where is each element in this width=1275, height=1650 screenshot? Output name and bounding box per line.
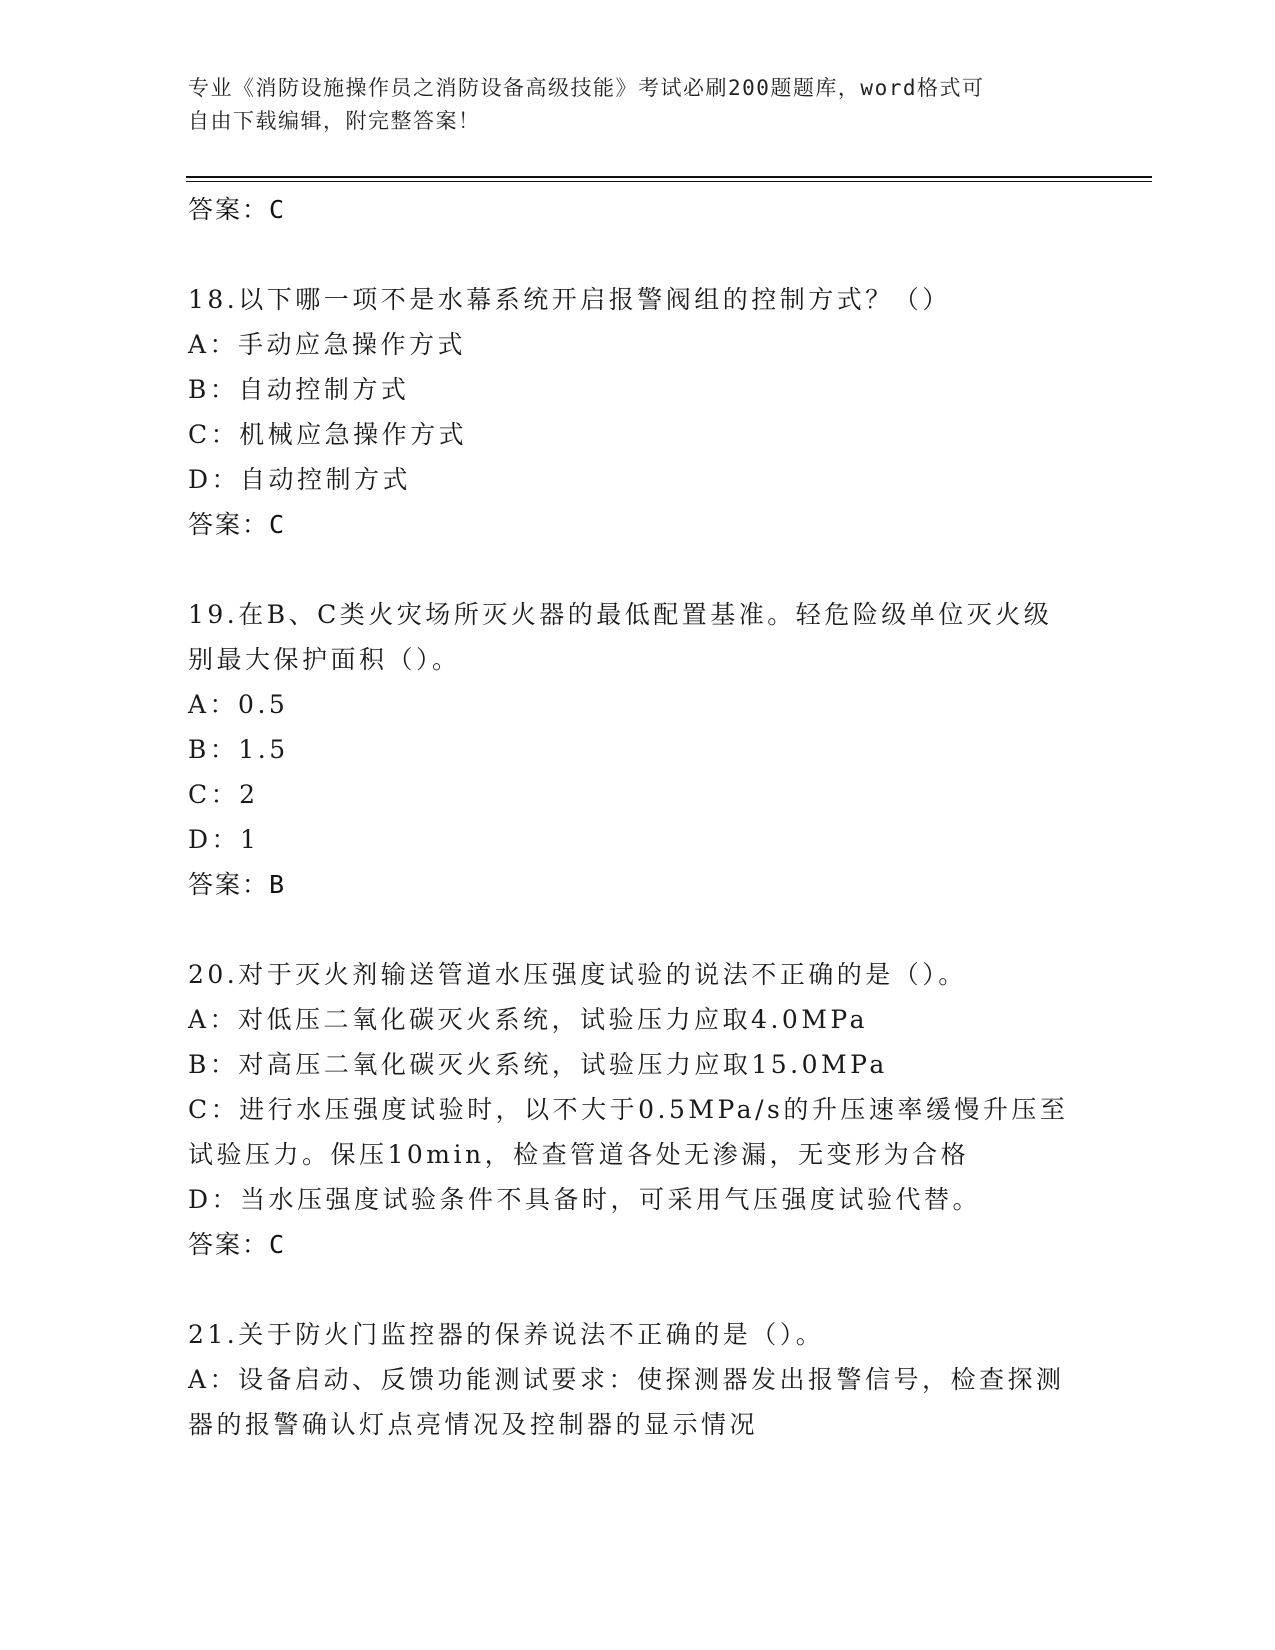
header-line-1: 专业《消防设施操作员之消防设备高级技能》考试必刷200题题库，word格式可 [188, 76, 985, 100]
option-line: A：对低压二氧化碳灭火系统，试验压力应取4.0MPa [188, 1005, 869, 1034]
header-rule-thin [186, 181, 1152, 182]
answer-label: 答案： [188, 1230, 270, 1259]
question-block [188, 952, 1088, 1312]
answer-value: B [269, 870, 285, 899]
document-header [188, 72, 1068, 138]
spacer [188, 547, 1088, 592]
question-list [188, 277, 1088, 1447]
answer-line [188, 862, 1088, 907]
option-line: C：进行水压强度试验时，以不大于0.5MPa/s的升压速率缓慢升压至 [188, 1095, 1069, 1124]
answer-label: 答案： [188, 870, 270, 899]
question-stem-line: 别最大保护面积（）。 [188, 645, 461, 674]
question-stem-line: 18.以下哪一项不是水幕系统开启报警阀组的控制方式？（） [188, 285, 951, 314]
question-block [188, 592, 1088, 952]
option-line: A：手动应急操作方式 [188, 330, 467, 359]
question-content [188, 187, 1088, 1447]
question-stem-line: 20.对于灭火剂输送管道水压强度试验的说法不正确的是（）。 [188, 960, 967, 989]
option-line: B：对高压二氧化碳灭火系统，试验压力应取15.0MPa [188, 1050, 888, 1079]
spacer [188, 232, 1088, 277]
question-block [188, 1312, 1088, 1447]
spacer [188, 1267, 1088, 1312]
answer-label: 答案： [188, 195, 270, 224]
question-stem-line: 21.关于防火门监控器的保养说法不正确的是（）。 [188, 1320, 825, 1349]
answer-line [188, 502, 1088, 547]
header-line-2: 自由下载编辑，附完整答案！ [188, 109, 481, 133]
option-line: B：1.5 [188, 735, 289, 764]
header-rule-thick [186, 176, 1152, 178]
answer-line [188, 1222, 1088, 1267]
option-line: D：自动控制方式 [188, 465, 412, 494]
answer-label: 答案： [188, 510, 270, 539]
option-line: D：1 [188, 825, 260, 854]
spacer [188, 907, 1088, 952]
answer-value: C [269, 510, 285, 539]
option-line: B：自动控制方式 [188, 375, 410, 404]
option-line: D：当水压强度试验条件不具备时，可采用气压强度试验代替。 [188, 1185, 982, 1214]
answer-value: C [269, 1230, 285, 1259]
answer-value: C [269, 195, 285, 224]
option-line: C：机械应急操作方式 [188, 420, 468, 449]
option-line: A：0.5 [188, 690, 289, 719]
top-answer [188, 187, 1088, 232]
option-continuation-line: 器的报警确认灯点亮情况及控制器的显示情况 [188, 1410, 759, 1439]
option-line: A：设备启动、反馈功能测试要求：使探测器发出报警信号，检查探测 [188, 1365, 1065, 1394]
option-continuation-line: 试验压力。保压10min，检查管道各处无渗漏，无变形为合格 [188, 1140, 970, 1169]
option-line: C：2 [188, 780, 259, 809]
question-stem-line: 19.在B、C类火灾场所灭火器的最低配置基准。轻危险级单位灭火级 [188, 600, 1053, 629]
question-block [188, 277, 1088, 592]
